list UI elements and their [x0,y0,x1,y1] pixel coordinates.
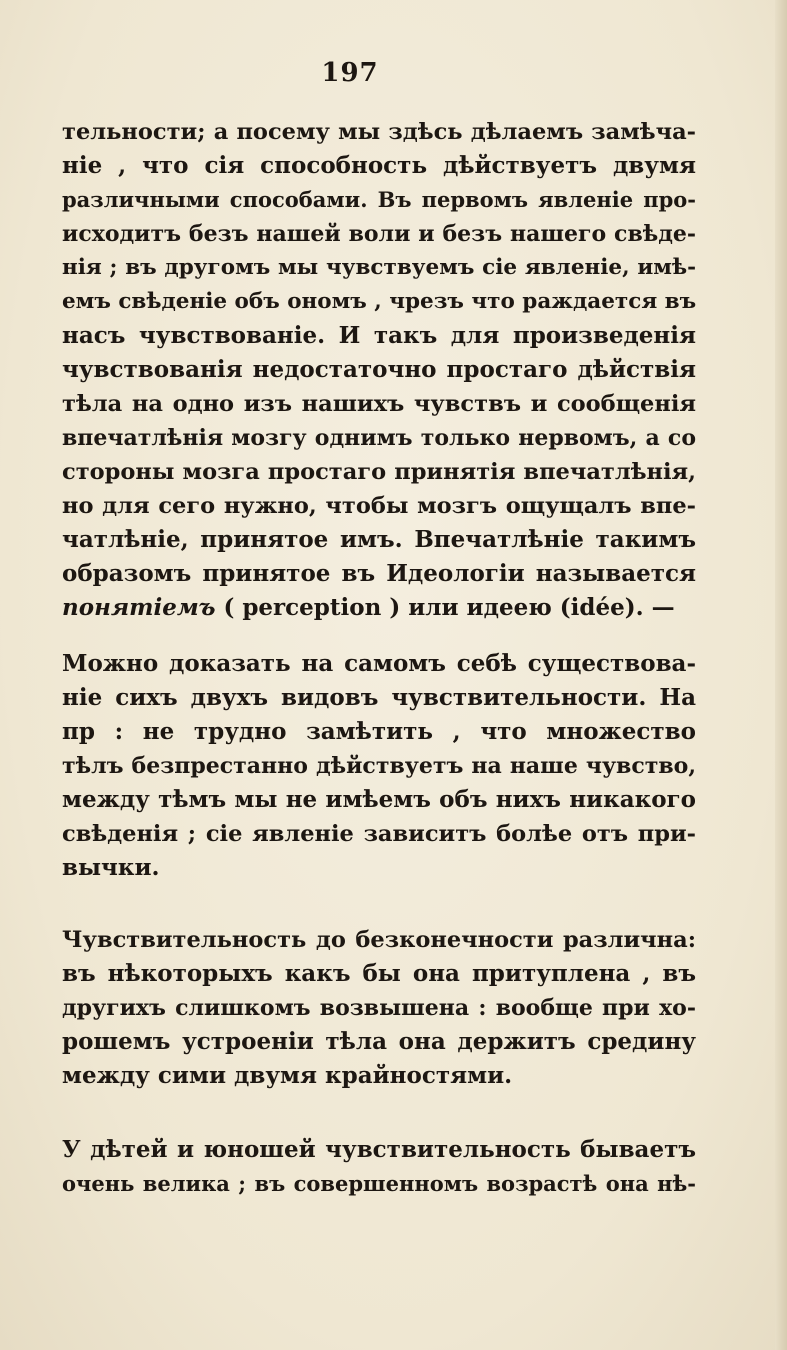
page-edge [775,0,787,1350]
text-line: тѣла на одно изъ нашихъ чувствъ и сообщенія [62,391,696,417]
text-line: свѣденія ; сіе явленіе зависитъ болѣе отъ при- [62,821,696,847]
text-line: очень велика ; въ совершенномъ возрастѣ она нѣ- [62,1171,696,1196]
text-line: различными способами. Въ первомъ явленіе про- [62,187,696,212]
text-line: впечатлѣнія мозгу однимъ только нервомъ, а со [62,425,696,451]
text-line: образомъ принятое въ Идеологіи называется [62,560,696,587]
text-line: пр : не трудно замѣтить , что множество [62,718,696,745]
text-line: другихъ слишкомъ возвышена : вообще при хо- [62,995,696,1021]
text-line: между сими двумя крайностями. [62,1062,513,1089]
italic-term: понятіемъ [62,594,216,621]
text-line: чувствованія недостаточно простаго дѣйствія [62,356,696,383]
text-line: чатлѣніе, принятое имъ. Впечатлѣніе такимъ [62,526,696,553]
text-line: ніе , что сія способность дѣйствуетъ двумя [62,152,696,179]
text-line: У дѣтей и юношей чувствительность бываетъ [62,1136,696,1163]
text-line: вычки. [62,854,160,881]
text-line: стороны мозга простаго принятія впечатлѣнія, [62,459,696,485]
text-line: емъ свѣденіе объ ономъ , чрезъ что раждается въ [62,289,697,314]
text-line: ніе сихъ двухъ видовъ чувствительности. На [62,684,696,711]
text-span: ( perception ) или идеею (idée). — [215,594,675,621]
text-line: Чувствительность до безконечности различна: [62,927,696,953]
text-line: насъ чувствованіе. И такъ для произведенія [62,322,696,349]
page-number: 197 [321,58,379,88]
text-line-last [62,592,696,624]
text-line: исходитъ безъ нашей воли и безъ нашего свѣде- [62,221,696,247]
text-line: между тѣмъ мы не имѣемъ объ нихъ никакого [62,786,696,813]
text-line: въ нѣкоторыхъ какъ бы она притуплена , въ [62,960,696,987]
text-line: тѣлъ безпрестанно дѣйствуетъ на наше чувство, [62,753,696,779]
text-line: Можно доказать на самомъ себѣ существова- [62,650,696,677]
text-line: нія ; въ другомъ мы чувствуемъ сіе явленіе, имѣ- [62,255,696,280]
text-line: но для сего нужно, чтобы мозгъ ощущалъ впе- [62,493,696,519]
text-line: рошемъ устроеніи тѣла она держитъ средину [62,1028,696,1055]
text-line: тельности; а посему мы здѣсь дѣлаемъ замѣча- [62,119,696,145]
